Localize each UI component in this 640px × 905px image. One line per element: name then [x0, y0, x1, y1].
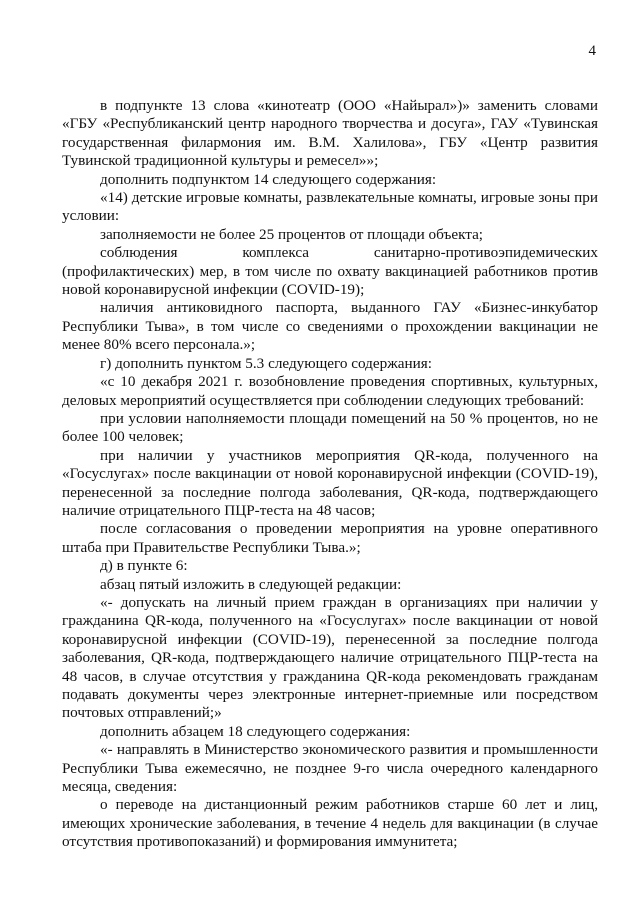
paragraph: дополнить абзацем 18 следующего содержания:	[100, 722, 411, 740]
paragraph: наличия антиковидного паспорта, выданного ГАУ «Бизнес-инкубатор Республики Тыва», в том числе со сведениями о прохождении вакцинации не менее 80% всего персонала.»;	[62, 299, 598, 354]
paragraph: «- направлять в Министерство экономического развития и промышленности Республики Тыва ежемесячно, не позднее 9-го числа очередного календарного месяца, сведения:	[62, 741, 598, 796]
paragraph: «14) детские игровые комнаты, развлекательные комнаты, игровые зоны при условии:	[62, 189, 598, 225]
paragraph: в подпункте 13 слова «кинотеатр (ООО «Найырал»)» заменить словами «ГБУ «Республиканский центр народного творчества и досуга», ГАУ «Тувинская государственная филармония им. В.М. Халилова», ГБУ «Центр развития Тувинской традиционной культуры и ремесел»»;	[62, 97, 598, 170]
paragraph: д) в пункте 6:	[100, 557, 188, 575]
paragraph: «- допускать на личный прием граждан в организациях при наличии у гражданина QR-кода, полученного на «Госуслугах» после вакцинации от новой коронавирусной инфекции (COVID-19), перенесенной за последние полгода заболевания, QR-кода, подтверждающего наличие отрицательного ПЦР-теста на 48 часов, в случае отсутствия у гражданина QR-кода рекомендовать гражданам подавать документы через электронные интернет-приемные или посредством почтовых отправлений;»	[62, 593, 598, 722]
paragraph: «с 10 декабря 2021 г. возобновление проведения спортивных, культурных, деловых мероприятий осуществляется при соблюдении следующих требований:	[62, 373, 598, 409]
paragraph: при наличии у участников мероприятия QR-кода, полученного на «Госуслугах» после вакцинации от новой коронавирусной инфекции (COVID-19), перенесенной за последние полгода заболевания, QR-кода, подтверждающего наличие отрицательного ПЦР-теста на 48 часов;	[62, 446, 598, 519]
paragraph: соблюдения комплекса санитарно-противоэпидемических (профилактических) мер, в том числе по охвату вакцинацией работников против новой коронавирусной инфекции (COVID-19);	[62, 244, 598, 299]
paragraph: г) дополнить пунктом 5.3 следующего содержания:	[100, 354, 432, 372]
paragraph: заполняемости не более 25 процентов от площади объекта;	[100, 225, 484, 243]
page-number: 4	[588, 43, 596, 59]
paragraph: о переводе на дистанционный режим работников старше 60 лет и лиц, имеющих хронические заболевания, в течение 4 недель для вакцинации (в случае отсутствия противопоказаний) и формирования иммунитета;	[62, 796, 598, 851]
paragraph: после согласования о проведении мероприятия на уровне оперативного штаба при Правительстве Республики Тыва.»;	[62, 520, 598, 556]
paragraph: дополнить подпунктом 14 следующего содержания:	[100, 170, 437, 188]
paragraph: абзац пятый изложить в следующей редакции:	[100, 575, 402, 593]
document-body	[62, 97, 598, 852]
paragraph: при условии наполняемости площади помещений на 50 % процентов, но не более 100 человек;	[62, 409, 598, 446]
